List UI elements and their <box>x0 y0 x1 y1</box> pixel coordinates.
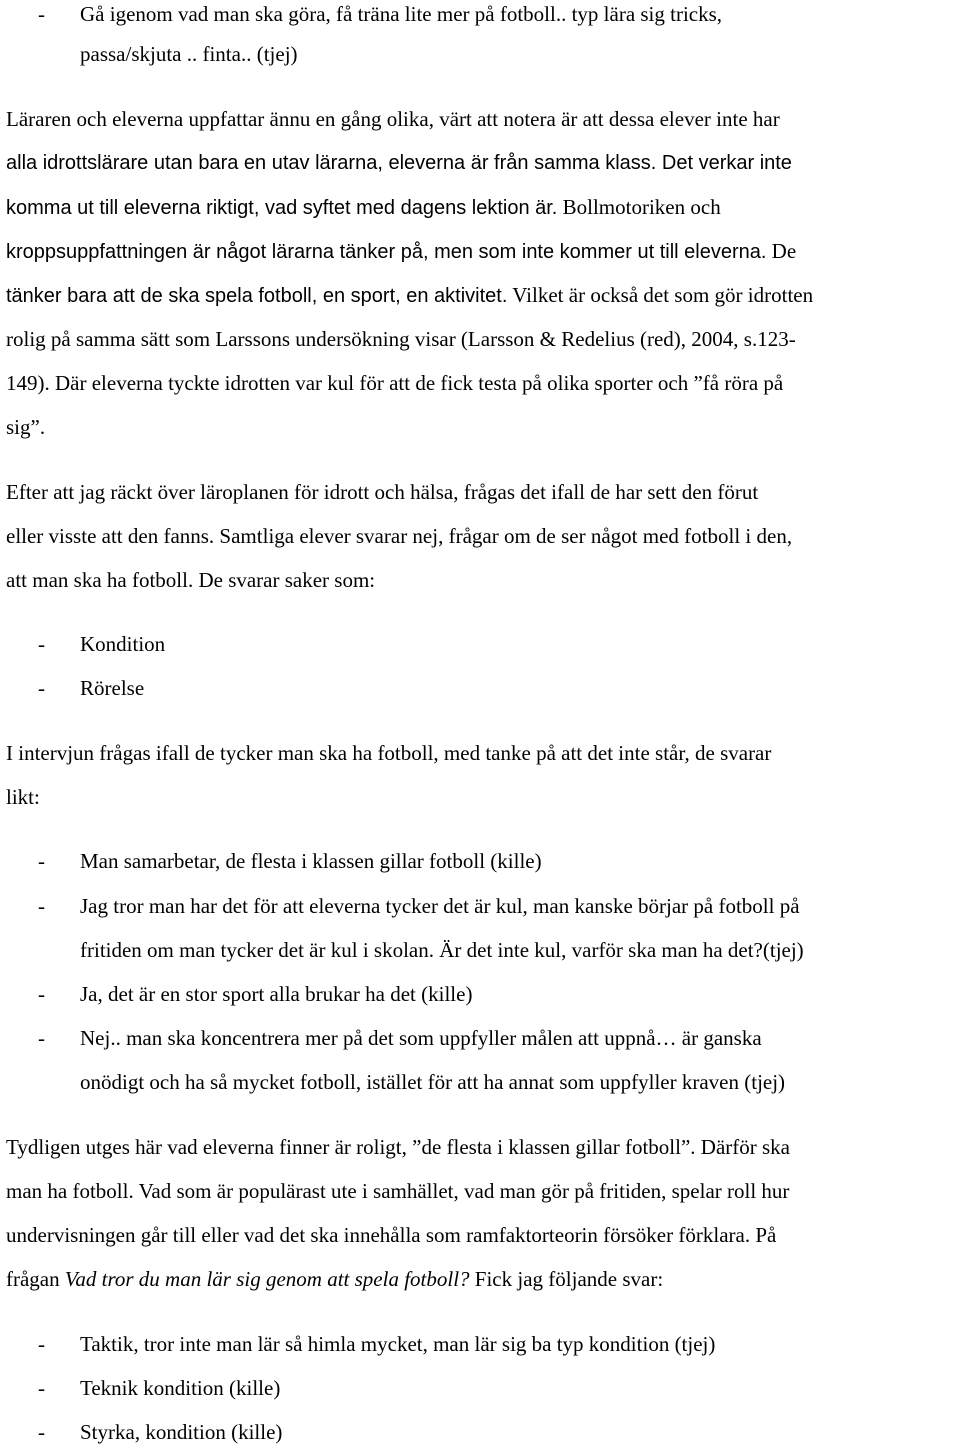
paragraph-line: alla idrottslärare utan bara en utav lärarna, eleverna är från samma klass. Det verkar inte <box>6 152 792 174</box>
list-marker: - <box>38 1376 45 1400</box>
list-item: Styrka, kondition (kille) <box>80 1420 283 1444</box>
paragraph-line: I intervjun frågas ifall de tycker man ska ha fotboll, med tanke på att det inte står, de svarar <box>6 741 772 765</box>
list-marker: - <box>38 632 45 656</box>
list-marker: - <box>38 1026 45 1050</box>
paragraph-line: kroppsuppfattningen är något lärarna tänker på, men som inte kommer ut till eleverna. De <box>6 239 797 263</box>
paragraph-line: rolig på samma sätt som Larssons undersökning visar (Larsson & Redelius (red), 2004, s.123- <box>6 327 796 351</box>
list-item: Teknik kondition (kille) <box>80 1376 281 1400</box>
list-item-continuation: fritiden om man tycker det är kul i skolan. Är det inte kul, varför ska man ha det?(tjej) <box>80 938 804 962</box>
list-item: Rörelse <box>80 676 145 700</box>
paragraph-line: Läraren och eleverna uppfattar ännu en gång olika, värt att notera är att dessa elever inte har <box>6 107 780 131</box>
list-item: Man samarbetar, de flesta i klassen gillar fotboll (kille) <box>80 849 542 873</box>
list-marker: - <box>38 894 45 918</box>
paragraph-line: 149). Där eleverna tyckte idrotten var kul för att de fick testa på olika sporter och ”få röra på <box>6 371 784 395</box>
list-marker: - <box>38 2 45 26</box>
list-item: Gå igenom vad man ska göra, få träna lite mer på fotboll.. typ lära sig tricks, <box>80 2 723 26</box>
interview-question: Vad tror du man lär sig genom att spela fotboll? <box>64 1267 470 1291</box>
paragraph-line: likt: <box>6 785 40 809</box>
paragraph-line: Efter att jag räckt över läroplanen för idrott och hälsa, frågas det ifall de har sett den förut <box>6 480 759 504</box>
paragraph-line: sig”. <box>6 415 46 439</box>
paragraph-line: man ha fotboll. Vad som är populärast ute i samhället, vad man gör på fritiden, spelar roll hur <box>6 1179 790 1203</box>
paragraph-line: att man ska ha fotboll. De svarar saker som: <box>6 568 376 592</box>
list-marker: - <box>38 1332 45 1356</box>
paragraph-line: Tydligen utges här vad eleverna finner är roligt, ”de flesta i klassen gillar fotboll”. Därför ska <box>6 1135 790 1159</box>
list-marker: - <box>38 982 45 1006</box>
list-item: Ja, det är en stor sport alla brukar ha det (kille) <box>80 982 473 1006</box>
list-item: Jag tror man har det för att eleverna tycker det är kul, man kanske börjar på fotboll på <box>80 894 800 918</box>
paragraph-line: komma ut till eleverna riktigt, vad syftet med dagens lektion är. Bollmotoriken och <box>6 195 721 219</box>
list-item: Taktik, tror inte man lär så himla mycket, man lär sig ba typ kondition (tjej) <box>80 1332 716 1356</box>
list-marker: - <box>38 849 45 873</box>
list-item-continuation: passa/skjuta .. finta.. (tjej) <box>80 42 298 66</box>
list-marker: - <box>38 1420 45 1444</box>
list-item-continuation: onödigt och ha så mycket fotboll, istället för att ha annat som uppfyller kraven (tjej) <box>80 1070 786 1094</box>
paragraph-line: frågan Vad tror du man lär sig genom att spela fotboll? Fick jag följande svar: <box>6 1267 664 1291</box>
list-marker: - <box>38 676 45 700</box>
list-item: Nej.. man ska koncentrera mer på det som uppfyller målen att uppnå… är ganska <box>80 1026 762 1050</box>
paragraph-line: tänker bara att de ska spela fotboll, en sport, en aktivitet. Vilket är också det som gör idrotten <box>6 283 814 307</box>
list-item: Kondition <box>80 632 166 656</box>
paragraph-line: eller visste att den fanns. Samtliga elever svarar nej, frågar om de ser något med fotboll i den, <box>6 524 793 548</box>
paragraph-line: undervisningen går till eller vad det ska innehålla som ramfaktorteorin försöker förklara. På <box>6 1223 777 1247</box>
